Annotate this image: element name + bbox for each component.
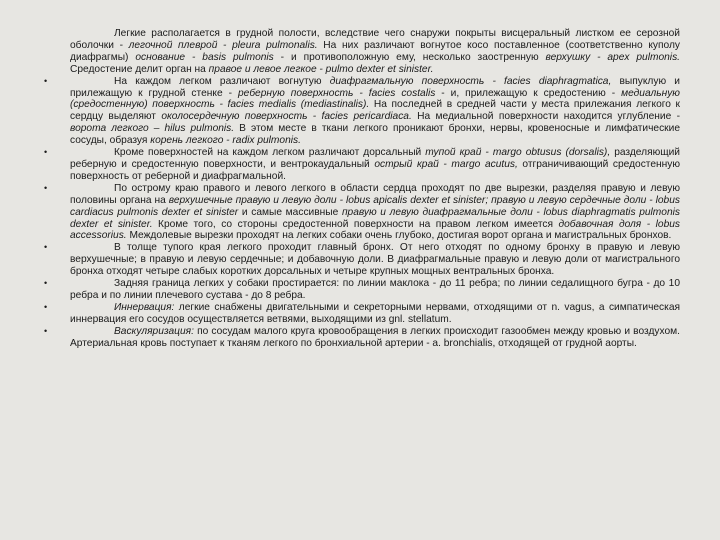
italic-term: основание - basis pulmonis — [135, 51, 274, 63]
italic-term: Васкуляризация: — [114, 325, 194, 337]
text-run: На последней в средней части у места прилежания легкого к сердцу выделяют — [70, 99, 680, 123]
italic-term: корень легкого - radix pulmonis. — [150, 135, 301, 147]
text-run: Задняя граница легких у собаки простирается: по линии маклока - до 11 ребра; по линии седалищного бугра - до 10 ребра и по линии плечевого сустава - до 8 ребра. — [70, 278, 680, 301]
bullet-marker: • — [44, 301, 48, 312]
text-run: По острому краю правого и левого легкого в области сердца проходят по две вырезки, разделяя правую и левую половины органа на — [70, 182, 680, 206]
italic-term: Иннервация: — [114, 301, 175, 313]
italic-term: верхушку - apex pulmonis. — [545, 51, 680, 63]
italic-term: верхушечные правую и левую доли - lobus apicalis dexter et sinister; правую и левую сердечные доли - lobus cardiacus pulmonis dexter et sinister — [70, 194, 680, 218]
paragraph — [44, 182, 681, 243]
italic-term: околосердечную поверхность - facies pericardiaca. — [161, 111, 412, 123]
text-run: На них различают вогнутое косо поставленное (соответственно куполу диафрагмы) — [70, 39, 681, 63]
italic-term: реберную поверхность - facies costalis — [237, 87, 436, 99]
bullet-marker: • — [44, 147, 48, 158]
italic-term: острый край - margo acutus, — [374, 158, 518, 170]
paragraph — [70, 28, 680, 76]
bullet-marker: • — [44, 182, 48, 193]
paragraph — [44, 325, 680, 350]
paragraph — [44, 301, 680, 326]
text-run: отграничивающий средостенную поверхность от реберной и диафрагмальной. — [70, 158, 681, 182]
text-run: Междолевые вырезки проходят на легких собаки очень глубоко, достигая ворот органа и магистральных бронхов. — [126, 230, 672, 242]
text-run: легкие снабжены двигательными и секреторными нервами, отходящими от n. vagus, а симпатическая иннервация его сосудов осуществляется ветвями, выходящими из gnl. stellatum. — [70, 301, 680, 325]
text-run: В толще тупого края легкого проходит главный бронх. От него отходят по одному бронху в правую и левую верхушечные; в правую и левую сердечные; и добавочную доли. В диафрагмальные правую и левую доли от магистрального бронха отходят четыре слабых коротких дорсальных и четыре крупных мощных вентральных бронха. — [70, 242, 680, 278]
text-run: Кроме того, со стороны средостенной поверхности на правом легком имеется — [152, 218, 559, 230]
paragraph — [44, 242, 680, 278]
lung-anatomy-text — [44, 28, 681, 349]
text-run: - и противоположную ему, несколько заостренную — [273, 51, 546, 63]
bullet-marker: • — [44, 325, 48, 336]
italic-term: медиальную (средостенную) поверхность - facies medialis (mediastinalis). — [70, 87, 680, 111]
italic-term: правую и левую диафрагмальные доли - lobus diaphragmatis pulmonis dexter et sinister. — [70, 206, 680, 230]
italic-term: диафрагмальную поверхность - facies diaphragmatica, — [329, 75, 612, 87]
italic-term: добавочная доля - lobus accessorius. — [70, 218, 681, 242]
text-run: и самые массивные — [238, 206, 342, 218]
paragraph — [44, 147, 681, 183]
text-run: разделяющий реберную и средостенную поверхности, и вентрокаудальный — [70, 147, 680, 170]
text-run: Кроме поверхностей на каждом легком различают дорсальный — [114, 147, 426, 159]
text-run: по сосудам малого круга кровообращения в легких происходит газообмен между кровью и воздухом. Артериальная кровь поступает к тканям легкого по бронхиальной артерии - a. bronchialis, отходящей от грудной аорты. — [70, 325, 680, 349]
bullet-marker: • — [44, 242, 48, 253]
text-run: выпуклую и прилежащую к грудной стенке - — [70, 75, 680, 99]
paragraph — [44, 278, 680, 302]
bullet-marker: • — [44, 75, 48, 86]
bullet-marker: • — [44, 278, 48, 289]
italic-term: легочной плеврой - pleura pulmonalis. — [128, 39, 318, 51]
text-run: Легкие располагается в грудной полости, вследствие чего снаружи покрыты висцеральный листком ее серозной оболочки - — [70, 28, 680, 51]
italic-term: правое и левое легкое - pulmo dexter et sinister. — [208, 63, 434, 75]
italic-term: тупой край - margo obtusus (dorsalis), — [425, 147, 611, 159]
text-run: На медиальной поверхности находится углубление - — [411, 111, 680, 123]
text-run: В этом месте в ткани легкого проникают бронхи, нервы, кровеносные и лимфатические сосуды, образуя — [70, 123, 680, 147]
italic-term: ворота легкого – hilus pulmonis. — [70, 123, 235, 135]
text-run: На каждом легком различают вогнутую — [114, 75, 330, 87]
text-run: Средостение делит орган на — [70, 63, 209, 75]
paragraph — [44, 75, 680, 147]
text-run: - и, прилежащую к средостению - — [435, 87, 622, 99]
